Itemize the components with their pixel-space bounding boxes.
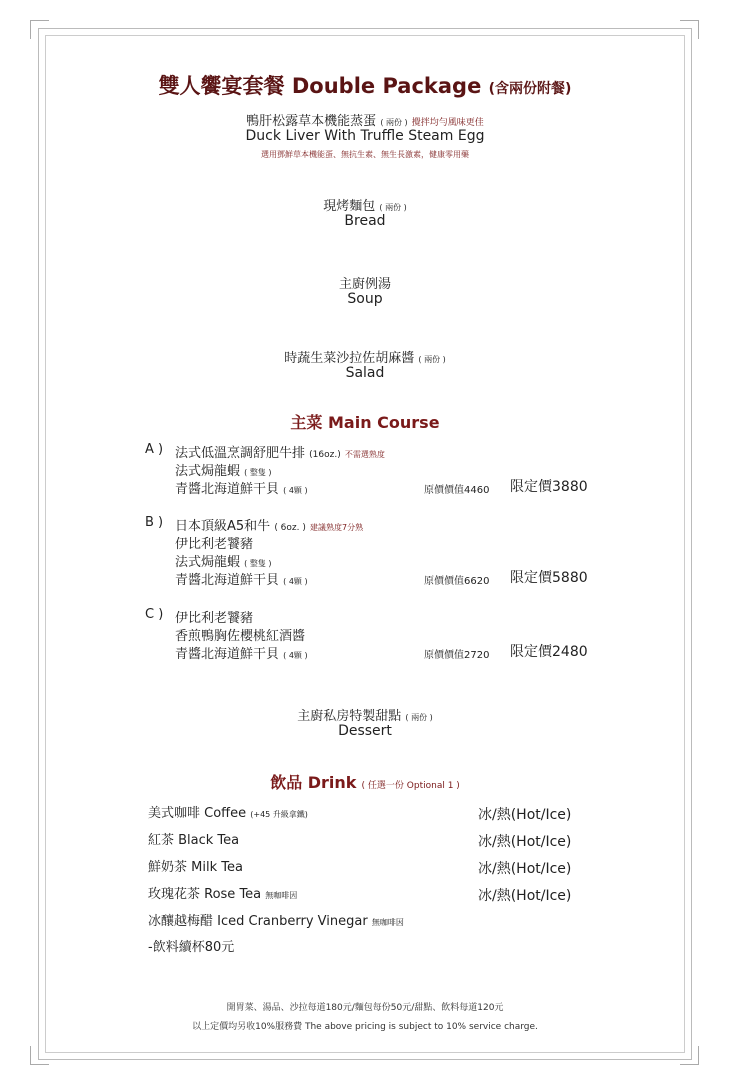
- footer-pricing: 開胃菜、湯品、沙拉每道180元/麵包每份50元/甜點、飲料每道120元: [226, 1003, 504, 1013]
- appetizer-zh: 鴨肝松露草本機能蒸蛋: [246, 114, 377, 129]
- corner-ornament: [680, 20, 699, 39]
- dish-name: 法式焗龍蝦: [175, 555, 241, 570]
- drink-temp: 冰/熱(Hot/Ice): [478, 861, 572, 877]
- title-sub: (含兩份附餐): [488, 81, 572, 97]
- dish-extra: ( 4顆 ): [283, 577, 308, 586]
- drink-note: 無咖啡因: [265, 891, 298, 900]
- option-line: [175, 643, 308, 662]
- option-line: [175, 515, 363, 534]
- option-line: [175, 478, 308, 497]
- dessert-zh-line: [0, 705, 730, 724]
- bread-zh-line: [0, 195, 730, 214]
- bread-en: Bread: [344, 213, 386, 229]
- dish-extra: ( 4顆 ): [283, 651, 308, 660]
- dessert-en: Dessert: [338, 723, 392, 739]
- dish-extra: ( 4顆 ): [283, 486, 308, 495]
- footer-service-charge: 以上定價均另收10%服務費 The above pricing is subject to 10% service charge.: [192, 1022, 538, 1032]
- dish-name: 日本頂級A5和牛: [175, 519, 271, 534]
- dessert-qty: ( 兩份 ): [405, 713, 433, 722]
- corner-ornament: [30, 20, 49, 39]
- option-line: [175, 625, 305, 644]
- bread-qty: ( 兩份 ): [379, 203, 407, 212]
- title-main: 雙人饗宴套餐 Double Package: [158, 74, 482, 98]
- option-label: C ): [145, 607, 164, 622]
- drink-temp: 冰/熱(Hot/Ice): [478, 834, 572, 850]
- option-label: A ): [145, 442, 164, 457]
- drink-item: [148, 829, 239, 848]
- dish-name: 伊比利老饕豬: [175, 611, 254, 626]
- inner-frame: [45, 35, 685, 1053]
- dish-extra: ( 6oz. ): [274, 523, 306, 533]
- option-label: B ): [145, 515, 164, 530]
- drink-temp: 冰/熱(Hot/Ice): [478, 888, 572, 904]
- dish-name: 青醬北海道鮮干貝: [175, 482, 280, 497]
- drink-item: [148, 802, 308, 821]
- dish-name: 法式焗龍蝦: [175, 464, 241, 479]
- dish-name: 青醬北海道鮮干貝: [175, 647, 280, 662]
- corner-ornament: [680, 1046, 699, 1065]
- main-course-heading: 主菜 Main Course: [290, 413, 440, 432]
- soup-zh: 主廚例湯: [338, 277, 391, 292]
- drinks-heading: [0, 770, 730, 793]
- drink-temp: 冰/熱(Hot/Ice): [478, 807, 572, 823]
- drink-name: 冰釀越梅醋 Iced Cranberry Vinegar: [148, 914, 368, 929]
- drink-item: [148, 910, 404, 929]
- drink-note: 無咖啡因: [371, 918, 404, 927]
- drinks-heading-text: 飲品 Drink: [270, 773, 357, 792]
- option-line: [175, 460, 271, 479]
- limited-price: 限定價5880: [510, 570, 588, 586]
- dish-extra: (16oz.): [309, 450, 341, 460]
- dish-extra: ( 整隻 ): [244, 468, 272, 477]
- appetizer-qty: ( 兩份 ): [380, 118, 408, 127]
- limited-price: 限定價3880: [510, 479, 588, 495]
- dessert-zh: 主廚私房特製甜點: [297, 709, 402, 724]
- dish-extra: ( 整隻 ): [244, 559, 272, 568]
- salad-en: Salad: [345, 365, 385, 381]
- drink-name: 玫瑰花茶 Rose Tea: [148, 887, 262, 902]
- salad-zh-line: [0, 347, 730, 366]
- limited-price: 限定價2480: [510, 644, 588, 660]
- option-line: [175, 569, 308, 588]
- option-line: [175, 533, 253, 552]
- salad-zh: 時蔬生菜沙拉佐胡麻醬: [284, 351, 415, 366]
- appetizer-desc: 選用鄧鮮草本機能蛋、無抗生素、無生長激素，健康零用藥: [261, 150, 469, 159]
- dish-note: 不需選熟度: [344, 450, 385, 459]
- dish-name: 法式低溫烹調舒肥牛排: [175, 446, 306, 461]
- option-line: [175, 442, 385, 461]
- drink-item: [148, 883, 297, 902]
- bread-zh: 現烤麵包: [323, 199, 376, 214]
- appetizer-zh-line: [0, 110, 730, 129]
- original-price: 原價價值6620: [424, 576, 490, 587]
- salad-qty: ( 兩份 ): [418, 355, 446, 364]
- original-price: 原價價值2720: [424, 650, 490, 661]
- dish-name: 青醬北海道鮮干貝: [175, 573, 280, 588]
- dish-note: 建議熟度7分熟: [310, 523, 364, 532]
- page-title: [0, 70, 730, 100]
- appetizer-note: 攪拌均勻風味更佳: [411, 118, 484, 128]
- dish-name: 伊比利老饕豬: [175, 537, 254, 552]
- drink-name: 鮮奶茶 Milk Tea: [148, 860, 243, 875]
- drink-item: [148, 856, 243, 875]
- drink-name: 紅茶 Black Tea: [148, 833, 240, 848]
- drink-note: (+45 升級拿鐵): [250, 810, 308, 819]
- drink-refill: -飲料續杯80元: [148, 940, 235, 955]
- option-line: [175, 551, 271, 570]
- original-price: 原價價值4460: [424, 485, 490, 496]
- corner-ornament: [30, 1046, 49, 1065]
- dish-name: 香煎鴨胸佐櫻桃紅酒醬: [175, 629, 306, 644]
- option-line: [175, 607, 253, 626]
- drink-name: 美式咖啡 Coffee: [148, 806, 247, 821]
- soup-en: Soup: [347, 291, 383, 307]
- drinks-sub: ( 任選一份 Optional 1 ): [361, 781, 460, 791]
- appetizer-en: Duck Liver With Truffle Steam Egg: [245, 128, 485, 144]
